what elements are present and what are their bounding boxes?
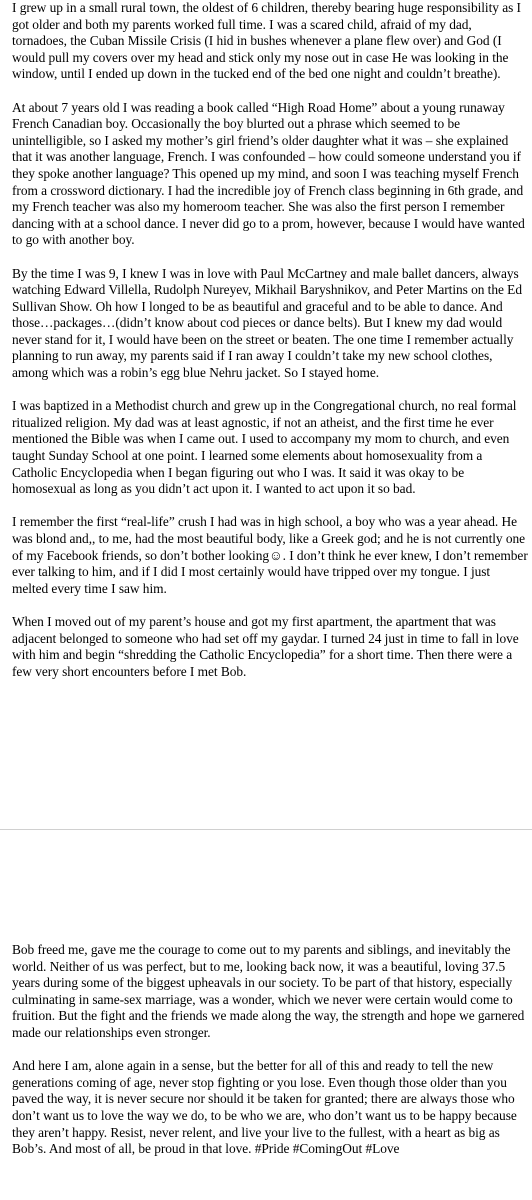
paragraph-apartment: When I moved out of my parent’s house and got my first apartment, the apartment that was adjacent belonged to someone who had set off my gaydar. I turned 24 just in time to fall in love with him and begin “shredding the Catholic Encyclopedia” for a short time. Then there were a few very short encounters before I met Bob.	[12, 613, 519, 679]
page-2-text	[12, 942, 528, 1174]
paragraph-french: At about 7 years old I was reading a book called “High Road Home” about a young runaway French Canadian boy. Occasionally the boy blurted out a phrase which seemed to be unintelligible, so I asked my mother’s girl friend’s older daughter what it was – she explained that it was another language, French. I was confounded – how could someone understand you if they spoke another language? This opened up my mind, and soon I was teaching myself French from a crossword dictionary. I had the incredible joy of French class beginning in 6th grade, and my French teacher was also my homeroom teacher. She was also the first person I remember dancing with at a school dance. I never did go to a prom, however, because I would have wanted to go with another boy.	[12, 99, 525, 248]
paragraph-religion: I was baptized in a Methodist church and grew up in the Congregational church, no real formal ritualized religion. My dad was at least agnostic, if not an atheist, and the first time he ever mentioned the Bible was when I came out. I used to accompany my mom to church, and even taught Sunday School at one point. I learned some elements about homosexuality from a Catholic Encyclopedia when I began figuring out who I was. It said it was okay to be homosexual as long as you didn’t act upon it. I wanted to act upon it so bad.	[12, 398, 517, 497]
paragraph-ballet: By the time I was 9, I knew I was in love with Paul McCartney and male ballet dancers, always watching Edward Villella, Rudolph Nureyev, Mikhail Baryshnikov, and Peter Martins on the Ed Sullivan Show. Oh how I longed to be as beautiful and graceful and to be able to dance. And those…packages…(didn’t know about cod pieces or dance belts). But I knew my dad would never stand for it, I would have been on the street or beaten. The one time I remember actually planning to run away, my parents said if I ran away I couldn’t take my new school clothes, among which was a robin’s egg blue Nehru jacket. So I stayed home.	[12, 265, 522, 381]
paragraph-bob: Bob freed me, gave me the courage to come out to my parents and siblings, and inevitably the world. Neither of us was perfect, but to me, looking back now, it was a beautiful, loving 37.5 years during some of the biggest upheavals in our society. To be part of that history, especially culminating in same-sex marriage, was a wonder, which we never were certain would come to fruition. But the fight and the friends we made along the way, the strength and hope we garnered made our relationships even stronger.	[12, 942, 525, 1040]
document-page-2	[0, 830, 532, 1200]
paragraph-closing: And here I am, alone again in a sense, but the better for all of this and ready to tell the new generations coming of age, never stop fighting or you lose. Even though those older than you paved the way, it is never secure nor should it be taken for granted; there are always those who don’t want us to love the way we do, to be who we are, who don’t want us to be happy because they aren’t happy. Resist, never relent, and live your live to the fullest, with a heart as big as Bob’s. And most of all, be proud in that love. #Pride #ComingOut #Love	[12, 1058, 517, 1157]
paragraph-childhood: I grew up in a small rural town, the oldest of 6 children, thereby bearing huge responsibility as I got older and both my parents worked full time. I was a scared child, afraid of my dad, tornadoes, the Cuban Missile Crisis (I hid in bushes whenever a plane flew over) and God (I would pull my covers over my head and stick only my nose out in case He was looking in the window, until I ended up down in the tucked end of the bed one night and couldn’t breathe).	[12, 0, 521, 82]
page-1-text	[12, 0, 528, 697]
paragraph-crush: I remember the first “real-life” crush I had was in high school, a boy who was a year ahead. He was blond and,, to me, had the most beautiful body, like a Greek god; and he is not currently one of my Facebook friends, so don’t bother looking☺. I don’t think he ever knew, I don’t remember ever talking to him, and if I did I most certainly would have tripped over my tongue. I just melted every time I saw him.	[12, 514, 528, 596]
